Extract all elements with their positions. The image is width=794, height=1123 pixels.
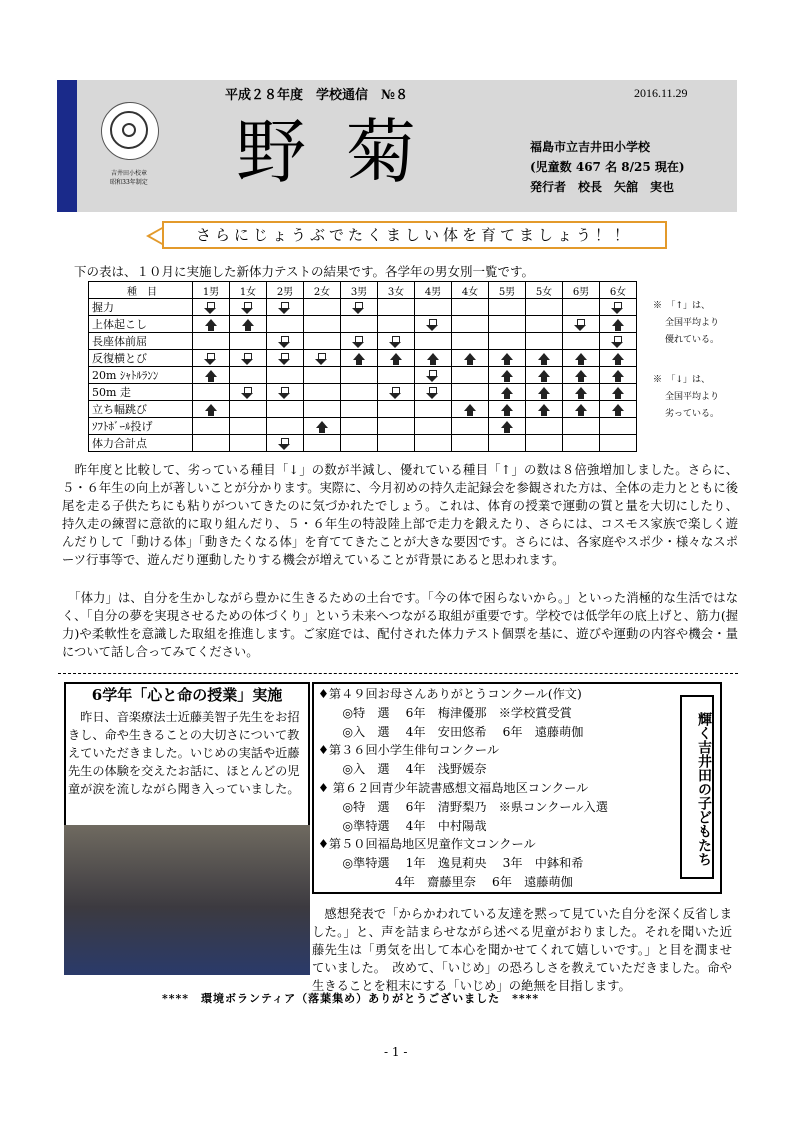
legend-down-line: ※ 「↓」は、 (653, 375, 711, 385)
event-label: ｿﾌﾄﾎﾞｰﾙ投げ (89, 418, 193, 435)
result-cell (304, 333, 341, 350)
arrow-up-icon (575, 404, 587, 411)
result-cell (230, 299, 267, 316)
table-row (89, 350, 637, 367)
result-cell (526, 367, 563, 384)
emblem-caption-1: 吉井田小校章 (110, 170, 147, 177)
result-cell (193, 418, 230, 435)
event-label: 握力 (89, 299, 193, 316)
result-cell (452, 333, 489, 350)
result-cell (230, 350, 267, 367)
legend-up-line: ※ 「↑」は、 (653, 301, 711, 311)
result-cell (526, 435, 563, 452)
arrow-down-icon (429, 319, 437, 325)
result-cell (230, 384, 267, 401)
result-cell (378, 418, 415, 435)
result-cell (563, 384, 600, 401)
result-cell (563, 367, 600, 384)
table-header-cell: 1女 (230, 282, 267, 299)
result-cell (489, 316, 526, 333)
award-line: ♦第５０回福島地区児童作文コンクール (318, 837, 536, 852)
award-line: ◎準特選 4年 中村陽哉 (318, 818, 487, 833)
event-label: 長座体前屈 (89, 333, 193, 350)
result-cell (563, 350, 600, 367)
event-label: 20m ｼｬﾄﾙﾗﾝﾝ (89, 367, 193, 384)
result-cell (563, 333, 600, 350)
arrow-down-icon (281, 353, 289, 359)
arrow-down-icon (429, 370, 437, 376)
result-cell (563, 418, 600, 435)
result-cell (304, 401, 341, 418)
result-cell (600, 333, 637, 350)
arrow-up-icon (538, 404, 550, 411)
lesson-title: 6学年「心と命の授業」実施 (91, 686, 283, 704)
arrow-down-icon (207, 302, 215, 308)
table-header-cell: 4女 (452, 282, 489, 299)
result-cell (415, 350, 452, 367)
issue-date: 2016.11.29 (634, 86, 688, 100)
arrow-down-icon (614, 336, 622, 342)
paragraph-2: 「体力」は、自分を生かしながら豊かに生きるための土台です。「今の体で困らないから。」といった消極的な生活ではなく、「自分の夢を実現させるための体づくり」という未来へつながる取組が重要です。学校では低学年の底上げと、筋力(握力)や柔軟性を意識した取組を推進します。ご家庭では、配付された体力テスト個票を基に、遊びや運動の内容や機会・量について話し合ってみてください。 (62, 591, 738, 659)
result-cell (341, 316, 378, 333)
result-cell (193, 316, 230, 333)
result-cell (526, 418, 563, 435)
award-line: ◎特 選 6年 梅津優那 ※学校賞受賞 (318, 705, 572, 720)
result-cell (563, 316, 600, 333)
legend-down-line: 劣っている。 (665, 409, 720, 419)
result-cell (304, 350, 341, 367)
legend-down (653, 372, 719, 423)
table-header-cell: 3男 (341, 282, 378, 299)
award-line: 4年 齋藤里奈 6年 遠藤萌伽 (318, 874, 573, 889)
event-label: 体力合計点 (89, 435, 193, 452)
result-cell (452, 299, 489, 316)
result-cell (267, 401, 304, 418)
result-cell (230, 401, 267, 418)
table-row (89, 333, 637, 350)
result-cell (230, 418, 267, 435)
table-header-cell: 5女 (526, 282, 563, 299)
page-number: - 1 - (384, 1045, 408, 1059)
arrow-up-icon (575, 353, 587, 360)
arrow-up-icon (205, 404, 217, 411)
table-header-cell: 2女 (304, 282, 341, 299)
divider (58, 673, 738, 674)
result-cell (415, 316, 452, 333)
table-row (89, 384, 637, 401)
result-cell (230, 435, 267, 452)
result-cell (489, 367, 526, 384)
table-row (89, 418, 637, 435)
arrow-down-icon (207, 353, 215, 359)
arrow-up-icon (612, 404, 624, 411)
result-cell (230, 333, 267, 350)
arrow-up-icon (538, 387, 550, 394)
result-cell (600, 299, 637, 316)
result-cell (415, 384, 452, 401)
arrow-down-icon (355, 302, 363, 308)
result-cell (452, 435, 489, 452)
legend-up (653, 298, 719, 349)
result-cell (193, 384, 230, 401)
school-name: 福島市立吉井田小学校 (530, 140, 651, 154)
result-cell (267, 333, 304, 350)
result-cell (489, 401, 526, 418)
result-cell (415, 435, 452, 452)
result-cell (489, 299, 526, 316)
result-cell (378, 350, 415, 367)
table-header-cell: 4男 (415, 282, 452, 299)
award-line: ◎準特選 1年 逸見莉央 3年 中鉢和希 (318, 856, 584, 871)
result-cell (304, 384, 341, 401)
result-cell (526, 401, 563, 418)
result-cell (415, 418, 452, 435)
arrow-up-icon (390, 353, 402, 360)
arrow-up-icon (575, 387, 587, 394)
result-cell (267, 418, 304, 435)
table-row (89, 401, 637, 418)
result-cell (526, 333, 563, 350)
arrow-up-icon (464, 404, 476, 411)
newsletter-title: 野菊 (236, 111, 456, 193)
fitness-results-table (88, 281, 637, 452)
arrow-up-icon (353, 353, 365, 360)
publisher: 発行者 校長 矢舘 実也 (530, 180, 675, 194)
result-cell (415, 367, 452, 384)
result-cell (452, 316, 489, 333)
award-line: ◎入 選 4年 安田悠希 6年 遠藤萌伽 (318, 724, 584, 739)
result-cell (415, 299, 452, 316)
result-cell (193, 333, 230, 350)
award-line: ♦ 第６２回青少年読書感想文福島地区コンクール (318, 780, 589, 795)
result-cell (267, 316, 304, 333)
school-info (530, 137, 685, 197)
result-cell (304, 316, 341, 333)
result-cell (267, 384, 304, 401)
result-cell (378, 384, 415, 401)
result-cell (267, 299, 304, 316)
table-header-cell: 5男 (489, 282, 526, 299)
result-cell (489, 384, 526, 401)
result-cell (378, 367, 415, 384)
result-cell (267, 435, 304, 452)
result-cell (563, 401, 600, 418)
arrow-up-icon (501, 421, 513, 428)
result-cell (341, 333, 378, 350)
result-cell (526, 299, 563, 316)
lesson-text: 昨日、音楽療法士近藤美智子先生をお招きし、命や生きることの大切さについて教えていただきました。いじめの実話や近藤先生の体験を交えたお話に、ほとんどの児童が涙を流しながら聞き入っていました。 (68, 710, 300, 796)
arrow-up-icon (575, 370, 587, 377)
result-cell (526, 316, 563, 333)
result-cell (341, 418, 378, 435)
arrow-up-icon (612, 370, 624, 377)
table-header-cell: 1男 (193, 282, 230, 299)
result-cell (452, 401, 489, 418)
table-row (89, 316, 637, 333)
arrow-up-icon (205, 370, 217, 377)
footer-note: **** 環境ボランティア（落葉集め）ありがとうございました **** (162, 992, 540, 1005)
arrow-down-icon (281, 438, 289, 444)
result-cell (452, 418, 489, 435)
result-cell (600, 401, 637, 418)
closing-text: 感想発表で「からかわれている友達を黙って見ていた自分を深く反省しました。」と、声を詰まらせながら述べる児童がおりました。それを聞いた近藤先生は「勇気を出して本心を聞かせてくれて嬉しいです。」と目を潤ませていました。 改めて、「いじめ」の恐ろしさを教えていただきました。命や生きることを粗末にする「いじめ」の絶無を目指します。 (312, 907, 732, 993)
arrow-up-icon (464, 353, 476, 360)
result-cell (526, 384, 563, 401)
emblem-caption-2: 昭和33年制定 (110, 179, 148, 186)
result-cell (378, 333, 415, 350)
result-cell (489, 333, 526, 350)
result-cell (341, 401, 378, 418)
result-cell (378, 435, 415, 452)
arrow-up-icon (501, 353, 513, 360)
result-cell (341, 350, 378, 367)
arrow-up-icon (316, 421, 328, 428)
table-row (89, 367, 637, 384)
awards-list (318, 685, 608, 892)
arrow-down-icon (392, 336, 400, 342)
event-label: 反復横とび (89, 350, 193, 367)
result-cell (600, 384, 637, 401)
arrow-down-icon (318, 353, 326, 359)
intro-text: 下の表は、１０月に実施した新体力テストの結果です。各学年の男女別一覧です。 (74, 264, 535, 279)
result-cell (563, 299, 600, 316)
result-cell (304, 367, 341, 384)
result-cell (193, 350, 230, 367)
arrow-down-icon (429, 387, 437, 393)
award-line: ◎特 選 6年 清野梨乃 ※県コンクール入選 (318, 799, 608, 814)
result-cell (193, 435, 230, 452)
arrow-up-icon (242, 319, 254, 326)
table-header-cell: 2男 (267, 282, 304, 299)
arrow-up-icon (538, 353, 550, 360)
result-cell (600, 418, 637, 435)
table-row (89, 435, 637, 452)
result-cell (489, 418, 526, 435)
result-cell (304, 435, 341, 452)
arrow-up-icon (205, 319, 217, 326)
awards-vertical-title: 輝く吉井田の子どもたち (680, 695, 714, 879)
result-cell (230, 316, 267, 333)
arrow-down-icon (281, 336, 289, 342)
arrow-up-icon (612, 319, 624, 326)
result-cell (304, 299, 341, 316)
table-header-cell: 種 目 (89, 282, 193, 299)
result-cell (341, 367, 378, 384)
arrow-down-icon (577, 319, 585, 325)
award-line: ♦第３６回小学生俳句コンクール (318, 743, 500, 758)
award-line: ◎入 選 4年 浅野媛奈 (318, 762, 487, 777)
arrow-up-icon (501, 404, 513, 411)
result-cell (415, 401, 452, 418)
arrow-up-icon (501, 370, 513, 377)
headline-banner: さらにじょうぶでたくましい体を育てましょう！！ (162, 221, 667, 249)
arrow-up-icon (612, 387, 624, 394)
result-cell (193, 367, 230, 384)
arrow-up-icon (427, 353, 439, 360)
result-cell (489, 350, 526, 367)
result-cell (378, 299, 415, 316)
student-count: (児童数 467 名 8/25 現在) (530, 160, 685, 174)
arrow-down-icon (244, 387, 252, 393)
school-emblem-center (122, 123, 136, 137)
event-label: 上体起こし (89, 316, 193, 333)
legend-down-line: 全国平均より (665, 392, 720, 402)
event-label: 立ち幅跳び (89, 401, 193, 418)
result-cell (341, 435, 378, 452)
result-cell (600, 316, 637, 333)
table-header-cell: 3女 (378, 282, 415, 299)
arrow-down-icon (281, 387, 289, 393)
arrow-up-icon (538, 370, 550, 377)
result-cell (230, 367, 267, 384)
paragraph-1: 昨年度と比較して、劣っている種目「↓」の数が半減し、優れている種目「↑」の数は８倍強増加しました。さらに、５・６年生の向上が著しいことが分かります。実際に、今月初めの持久走記録会を参観された方は、全体の走力とともに後尾を走る子供たちにも粘りがついてきたのに気づかれたでしょう。これは、体育の授業で運動の質と量を大切にしたり、持久走の練習に意欲的に取り組んだり、５・６年生の特設陸上部で走力を鍛えたり、さらには、コスモス家族で楽しく遊んだりして「動ける体」「動きたくなる体」を育ててきたことが大きな要因です。さらには、各家庭やスポ少・様々なスポーツ行事等で、遊んだり運動したりする機会が増えていることが背景にあると思われます。 (62, 463, 738, 567)
result-cell (600, 367, 637, 384)
result-cell (600, 435, 637, 452)
classroom-photo (64, 825, 310, 975)
result-cell (526, 350, 563, 367)
arrow-down-icon (244, 353, 252, 359)
award-line: ♦第４９回お母さんありがとうコンクール(作文) (318, 687, 582, 701)
result-cell (304, 418, 341, 435)
result-cell (452, 384, 489, 401)
result-cell (341, 299, 378, 316)
result-cell (452, 350, 489, 367)
result-cell (600, 350, 637, 367)
result-cell (193, 401, 230, 418)
result-cell (415, 333, 452, 350)
event-label: 50m 走 (89, 384, 193, 401)
masthead-accent-bar (57, 80, 77, 212)
arrow-down-icon (281, 302, 289, 308)
arrow-down-icon (244, 302, 252, 308)
table-header-cell: 6男 (563, 282, 600, 299)
result-cell (341, 384, 378, 401)
result-cell (267, 367, 304, 384)
result-cell (563, 435, 600, 452)
result-cell (378, 401, 415, 418)
arrow-up-icon (501, 387, 513, 394)
result-cell (489, 435, 526, 452)
arrow-down-icon (355, 336, 363, 342)
arrow-up-icon (612, 353, 624, 360)
table-row (89, 299, 637, 316)
legend-up-line: 優れている。 (665, 335, 720, 345)
issue-line: 平成２８年度 学校通信 №８ (225, 88, 409, 103)
result-cell (452, 367, 489, 384)
result-cell (378, 316, 415, 333)
result-cell (267, 350, 304, 367)
arrow-down-icon (392, 387, 400, 393)
table-header-cell: 6女 (600, 282, 637, 299)
arrow-down-icon (614, 302, 622, 308)
result-cell (193, 299, 230, 316)
legend-up-line: 全国平均より (665, 318, 720, 328)
